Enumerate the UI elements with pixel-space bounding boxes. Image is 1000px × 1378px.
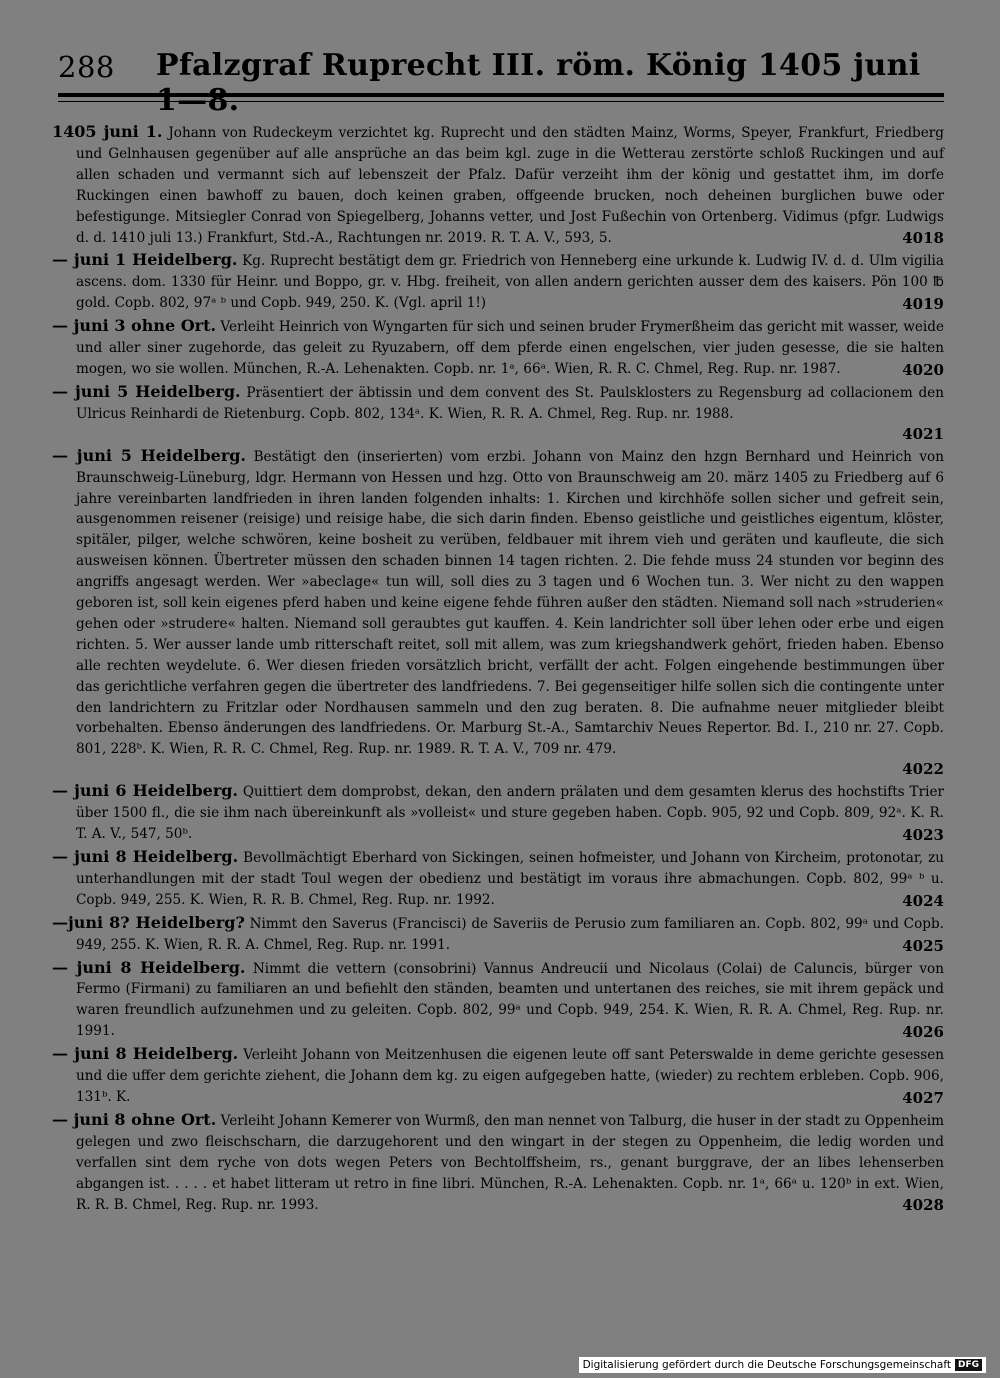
entry-number: 4022 [902,760,944,779]
entry-number: 4019 [902,295,944,314]
entry-text: Nimmt den Saverus (Francisci) de Saveriis de Perusio zum familiaren an. Copb. 802, 99ᵃ und Copb. 949, 255. K. Wien, R. R. A. Chmel, Reg. Rup. nr. 1991. [76,915,944,953]
entry-number: 4028 [902,1196,944,1215]
entry-date: — juni 5 Heidelberg. [52,381,241,401]
page-number: 288 [58,50,115,84]
entry-text: Quittiert dem domprobst, dekan, den andern prälaten und dem gesamten klerus des hochstifts Trier über 1500 fl., die sie ihm nach übereinkunft als »volleist« und sture gegeben haben. Copb. 905, 92 und Copb. 809, 92ᵃ. K. R. T. A. V., 547, 50ᵇ. [76,784,944,843]
regest-entry [52,382,944,444]
entry-date: — juni 8 Heidelberg. [52,957,246,977]
credit-text: Digitalisierung gefördert durch die Deutsche Forschungsgemeinschaft [582,1359,951,1371]
entry-text: Verleiht Heinrich von Wyngarten für sich und seinen bruder Frymerßheim das gericht mit wasser, weide und aller siner zugehorde, das geleit zu Ryuzabern, off dem pferde einen engelschen, vier juden gesesse, die sie halten mogen, wo sie wollen. München, R.-A. Lehenakten. Copb. nr. 1ᵃ, 66ᵃ. Wien, R. R. C. Chmel, Reg. Rup. nr. 1987. [76,319,944,377]
running-title: Pfalzgraf Ruprecht III. röm. König 1405 juni [156,48,921,83]
entry-date: — juni 8 Heidelberg. [52,1044,239,1064]
entry-number: 4021 [902,424,944,443]
regest-entry [52,781,944,845]
entry-number: 4026 [902,1023,944,1042]
regest-entry [52,446,944,780]
entry-date: — juni 3 ohne Ort. [52,316,217,336]
entry-text: Verleiht Johann Kemerer von Wurmß, den man nennet von Talburg, die huser in der stadt zu Oppenheim gelegen und zwo fleischscharn, die darzugehorent und den wingart in der stegen zu Oppenheim, die ledig worden und verfallen sint dem ryche von dots wegen Peters von Bechtolffsheim, rs., genant burggrave, der an libes lehenserben abgangen ist. . . . . et habet litteram ut retro in fine libri. München, R.-A. Lehenakten. Copb. nr. 1ᵃ, 66ᵃ u. 120ᵇ in ext. Wien, R. R. B. Chmel, Reg. Rup. nr. 1993. [76,1112,944,1213]
entry-date: 1405 juni 1. [52,122,163,141]
entry-number: 4018 [902,229,944,248]
entry-text: Kg. Ruprecht bestätigt dem gr. Friedrich von Henneberg eine urkunde k. Ludwig IV. d. d. Ulm vigilia ascens. dom. 1330 für Heinr. und Boppo, gr. v. Hbg. freiheit, von allen andern gerichten ausser dem des kaisers. Pön 100 ℔ gold. Copb. 802, 97ᵃ ᵇ und Copb. 949, 250. K. (Vgl. april 1!) [76,253,944,312]
entry-text: Verleiht Johann von Meitzenhusen die eigenen leute off sant Peterswalde in deme gerichte gesessen und die uffer dem gerichte ziehent, die Johann dem kg. zu eigen aufgegeben hatte, (wieder) zu rechtem erbleben. Copb. 906, 131ᵇ. K. [76,1047,945,1105]
header-rule-thin [58,101,944,102]
page-header [58,46,944,90]
regest-entry [52,316,944,380]
entry-number: 4025 [902,936,944,955]
entry-number: 4024 [902,891,944,910]
entry-text: Bestätigt den (inserierten) vom erzbi. Johann von Mainz den hzgn Bernhard und Heinrich von Braunschweig-Lüneburg, ldgr. Hermann von Hessen und hzg. Otto von Braunschweig am 20. märz 1405 zu Friedberg auf 6 jahre vereinbarten landfrieden in ihren landen folgenden inhalts: 1. Kirchen und kirchhöfe sollen sicher und gefreit sein, ausgenommen reisener (reisige) und reisige habe, die sich darin finden. Ebenso geistliche und geistliches eigentum, klöster, spitäler, pilger, welche schwören, keine bosheit zu verüben, feldbauer mit ihrem vieh und geräten und kaufleute, die sich ausweisen können. Übertreter müssen den schaden binnen 14 tagen richten. 2. Die fehde muss 24 stunden vor beginn des angriffs angesagt werden. Wer »abeclage« tun will, soll dies zu 3 tagen und 6 Wochen tun. 3. Wer nicht zu den wappen geboren ist, soll kein eigenes pferd haben und keine eigene fehde führen außer den städten. Niemand soll nach »struderien« gehen oder »strudere« halten. Niemand soll geraubtes gut kauffen. 4. Kein landrichter soll über lehen oder erbe und eigen richten. 5. Wer ausser lande umb ritterschaft reitet, soll mit allem, was zum kriegshandwerk gehört, frieden haben. Ebenso alle rechten weydelute. 6. Wer diesen frieden vorsätzlich bricht, verfällt der acht. Folgen eingehende bestimmungen über das gerichtliche verfahren gegen die übertreter des landfriedens. 7. Bei gegenseitiger hilfe sollen sich die contingente unter den landrichtern zu Fritzlar oder Nordhausen sammeln und den zug beraten. 8. Die aufnahme neuer mitglieder bleibt vorbehalten. Ebenso änderungen des landfriedens. Or. Marburg St.-A., Samtarchiv Neues Repertor. Bd. I., 210 nr. 27. Copb. 801, 228ᵇ. K. Wien, R. R. C. Chmel, Reg. Rup. nr. 1989. R. T. A. V., 709 nr. 479. [76,448,944,758]
entry-date: — juni 6 Heidelberg. [52,781,239,801]
header-rule-thick [58,93,944,97]
entry-date: — juni 5 Heidelberg. [52,445,247,465]
entry-text: Nimmt die vettern (consobrini) Vannus Andreucii und Nicolaus (Colai) de Caluncis, bürger von Fermo (Firmani) zu familiaren an und befiehlt den ständen, beamten und untertanen des reiches, sie mit ihrem gepäck und waren freundlich aufzunehmen und zu geleiten. Copb. 802, 99ᵃ und Copb. 949, 254. K. Wien, R. R. A. Chmel, Reg. Rup. nr. 1991. [76,960,944,1040]
regest-entry [52,122,944,248]
regest-entry [52,1044,944,1108]
entry-date: — juni 8 ohne Ort. [52,1109,217,1129]
entry-number: 4023 [902,826,944,844]
entry-date: — juni 1 Heidelberg. [52,250,238,270]
entry-number: 4020 [902,360,944,379]
entry-text: Bevollmächtigt Eberhard von Sickingen, seinen hofmeister, und Johann von Kircheim, protonotar, zu unterhandlungen mit der stadt Toul wegen der obedienz und bestätigt im voraus ihre abmachungen. Copb. 802, 99ᵃ ᵇ u. Copb. 949, 255. K. Wien, R. R. B. Chmel, Reg. Rup. nr. 1992. [76,850,944,908]
regest-entry [52,250,944,314]
entry-number: 4027 [902,1088,944,1107]
regest-entries [52,122,944,1217]
entry-date: — juni 8 Heidelberg. [52,847,239,866]
dfg-logo-icon: DFG [955,1359,982,1371]
regest-entry [52,1110,944,1216]
regest-entry [52,913,944,956]
regest-entry [52,958,944,1043]
regest-entry [52,847,944,911]
entry-date: —juni 8? Heidelberg? [52,912,245,932]
funding-credit [579,1357,986,1373]
entry-text: Präsentiert der äbtissin und dem convent des St. Paulsklosters zu Regensburg ad collacionem den Ulricus Reinhardi de Rietenburg. Copb. 802, 134ᵃ. K. Wien, R. R. A. Chmel, Reg. Rup. nr. 1988. [76,384,944,422]
entry-text: Johann von Rudeckeym verzichtet kg. Ruprecht und den städten Mainz, Worms, Speyer, Frankfurt, Friedberg und Gelnhausen gegenüber auf alle ansprüche an das beim kgl. zuge in die Wetterau zerstörte schloß Ruckingen und auf allen schaden und vermannt sich auf lebenszeit der Pfalz. Dafür verzeiht ihm der könig und gestattet ihm, im dorfe Ruckingen einen bawhoff zu bauen, doch keinen graben, offgeende brucken, noch deheinen burglichen buwe oder befestigunge. Mitsiegler Conrad von Spiegelberg, Johanns vetter, und Jost Fußechin von Ortenberg. Vidimus (pfgr. Ludwigs d. d. 1410 juli 13.) Frankfurt, Std.-A., Rachtungen nr. 2019. R. T. A. V., 593, 5. [76,125,944,246]
